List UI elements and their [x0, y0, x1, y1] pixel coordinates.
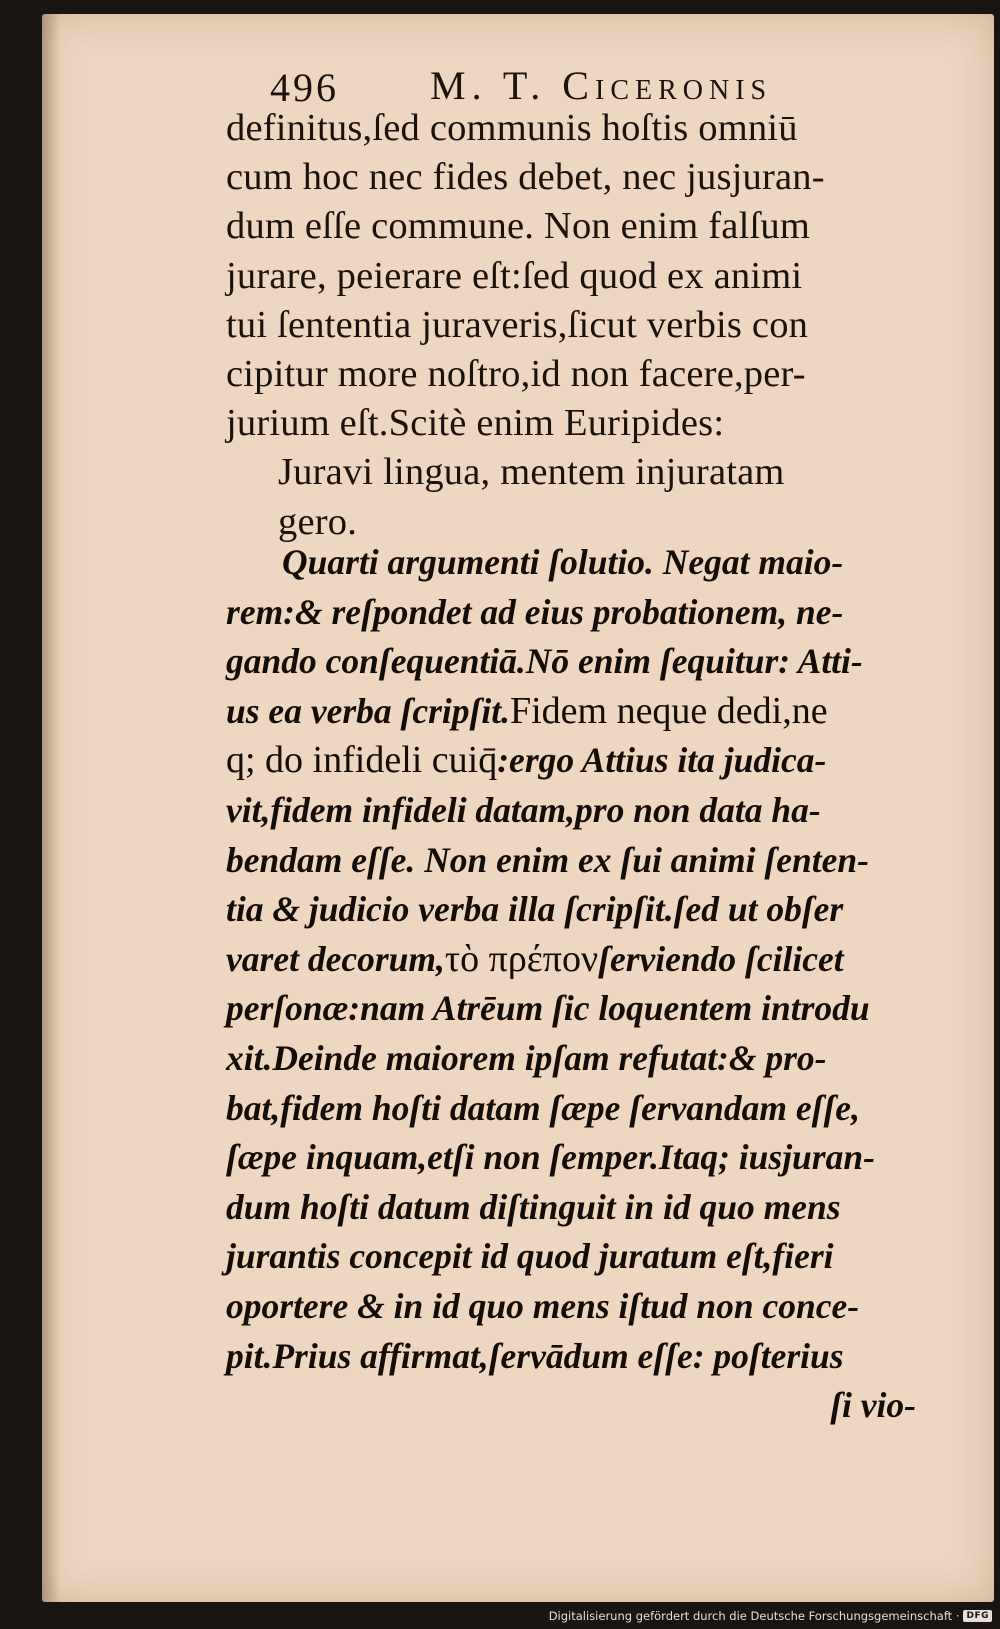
- italic-paragraph: [226, 538, 946, 1431]
- text-line: [226, 1034, 946, 1084]
- italic-segment: ſæpe inquam,etſi non ſemper.Itaq; iusjuran-: [226, 1137, 875, 1178]
- text-line: [226, 935, 946, 985]
- italic-segment: xit.Deinde maiorem ipſam refutat:& pro-: [226, 1037, 827, 1078]
- italic-segment: perſonæ:nam Atrēum ſic loquentem introdu: [226, 988, 870, 1029]
- text-line: [226, 588, 946, 638]
- dfg-logo-icon: DFG: [963, 1610, 992, 1622]
- text-line: definitus,ſed communis hoſtis omniū: [226, 107, 798, 149]
- text-line: [226, 1183, 946, 1233]
- italic-segment: vit,fidem infideli datam,pro non data ha-: [226, 789, 821, 830]
- italic-segment: gando conſequentiā.Nō enim ſequitur: Atti-: [226, 641, 863, 682]
- text-line: jurare, peierare eſt:ſed quod ex animi: [226, 254, 803, 297]
- italic-segment: :ergo Attius ita judica-: [497, 740, 827, 781]
- text-line: dum eſſe commune. Non enim falſum: [226, 205, 810, 248]
- text-line: [226, 736, 946, 786]
- roman-segment: q; do infideli cuiq̄: [226, 739, 498, 782]
- text-line: [226, 885, 946, 935]
- text-line: [226, 1232, 946, 1282]
- italic-segment: bendam eſſe. Non enim ex ſui animi ſenten-: [226, 839, 869, 880]
- italic-segment: jurantis concepit id quod juratum eſt,fieri: [226, 1236, 834, 1277]
- text-line: [226, 786, 946, 836]
- italic-segment: bat,fidem hoſti datam ſæpe ſervandam eſſe,: [226, 1087, 860, 1128]
- text-line: [226, 538, 946, 588]
- text-line: cipitur more noſtro,id non facere,per-: [226, 352, 806, 395]
- italic-segment: pit.Prius affirmat,ſervādum eſſe: poſterius: [226, 1335, 844, 1376]
- greek-segment: τὸ πρέπον: [444, 937, 599, 980]
- italic-segment: dum hoſti datum diſtinguit in id quo mens: [226, 1186, 841, 1227]
- text-line: [226, 1381, 946, 1431]
- italic-segment: tia & judicio verba illa ſcripſit.ſed ut obſer: [226, 889, 844, 930]
- italic-segment: us ea verba ſcripſit.: [226, 690, 510, 731]
- text-line: jurium eſt.Scitè enim Euripides:: [226, 402, 725, 445]
- running-head: M. T. Ciceronis: [430, 63, 773, 108]
- text-line: [226, 1332, 946, 1382]
- page-number: 496: [270, 65, 339, 110]
- text-line: [226, 1084, 946, 1134]
- italic-text-block: [226, 538, 946, 1431]
- text-line: [226, 637, 946, 687]
- italic-segment: oportere & in id quo mens iſtud non conce-: [226, 1285, 860, 1326]
- italic-segment: rem:& reſpondet ad eius probationem, ne-: [226, 591, 844, 632]
- text-line: [226, 836, 946, 886]
- verse-line: Juravi lingua, mentem injuratam: [278, 451, 785, 494]
- text-line: tui ſententia juraveris,ſicut verbis con: [226, 303, 809, 346]
- footer-credit: Digitalisierung gefördert durch die Deutsche Forschungsgemeinschaft ·: [548, 1609, 960, 1623]
- text-line: [226, 687, 946, 737]
- italic-segment: ſi vio-: [830, 1385, 916, 1426]
- roman-text-block: [226, 104, 946, 547]
- italic-segment: varet decorum,: [226, 938, 445, 979]
- text-line: [226, 1133, 946, 1183]
- roman-paragraph: [226, 104, 946, 448]
- text-line: [226, 1282, 946, 1332]
- digitization-footer: [549, 1609, 992, 1623]
- verse-line: gero.: [278, 500, 358, 543]
- text-line: cum hoc nec fides debet, nec jusjuran-: [226, 156, 825, 199]
- verse-quotation: [226, 448, 946, 546]
- text-line: [226, 984, 946, 1034]
- italic-segment: Quarti argumenti ſolutio. Negat maio-: [282, 542, 844, 582]
- italic-segment: ſerviendo ſcilicet: [598, 938, 844, 979]
- roman-segment: Fidem neque dedi,ne: [509, 689, 828, 732]
